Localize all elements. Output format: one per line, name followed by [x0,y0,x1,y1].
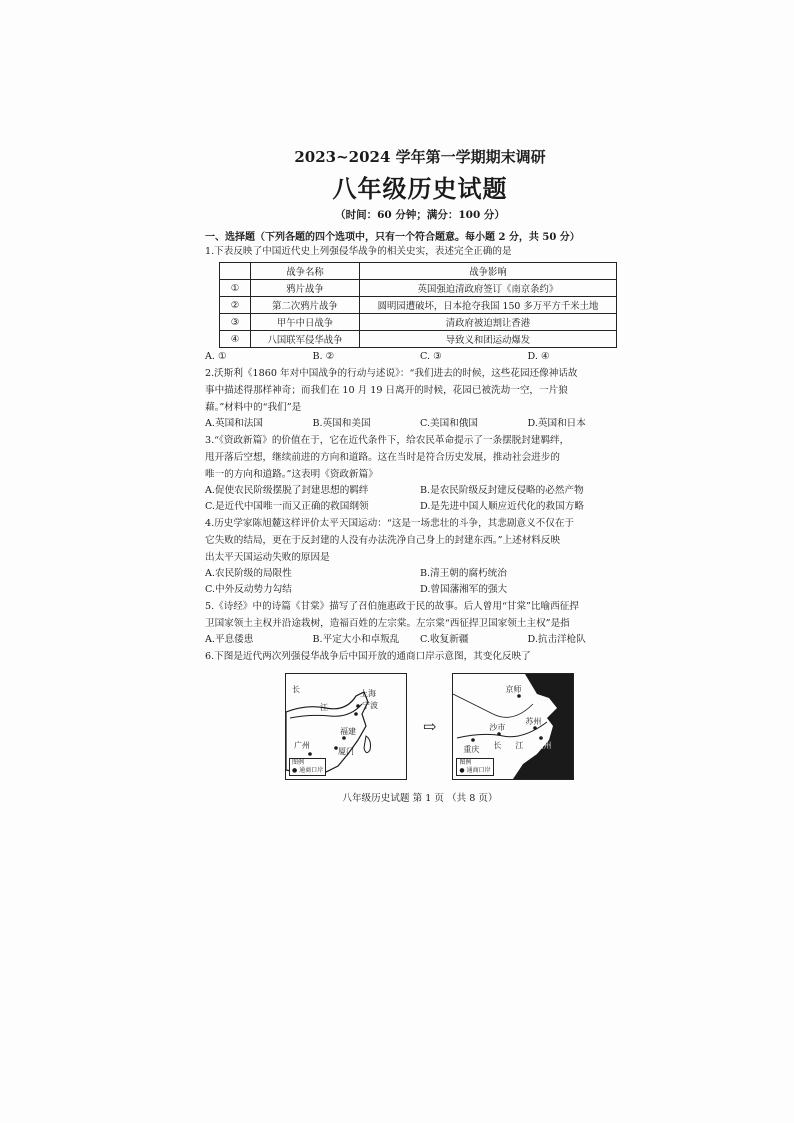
legend-title: 图例 [292,759,305,766]
table-cell: ④ [220,331,251,348]
map-label: 重庆 [463,745,480,754]
table-cell: 八国联军侵华战争 [251,331,360,348]
question-6-stem: 6.下图是近代两次列强侵华战争后中国开放的通商口岸示意图，其变化反映了 [205,651,531,662]
map-label: 福建 [340,727,356,736]
question-4-stem-line: 出太平天国运动失败的原因是 [205,552,330,563]
question-4-options [205,566,635,582]
legend-item: ● 通商口岸 [459,767,491,774]
table-row [220,331,617,348]
question-1-options [205,349,635,365]
option-a[interactable]: A. ① [205,351,227,362]
map-label: 杭州 [535,741,552,750]
map-label: 上海 [360,689,376,698]
option-d[interactable]: D. ④ [527,351,550,362]
option-b[interactable]: B.平定大小和卓叛乱 [312,634,400,645]
option-b[interactable]: B.是农民阶级反封建反侵略的必然产物 [420,485,584,496]
question-4-options [205,582,635,598]
map-legend [456,758,493,776]
exam-term: 2023~2024 学年第一学期期末调研 [294,148,546,166]
question-5-stem-line: 5.《诗经》中的诗篇《甘棠》描写了召伯施惠政于民的故事。后人曾用“甘棠”比喻西征捍 [205,601,579,612]
map-label: 江 [320,703,328,712]
question-4-stem-line: 它失败的结局，更在于反封建的人没有办法洗净自己身上的封建东西。”上述材料反映 [205,535,561,546]
table-cell: 第二次鸦片战争 [251,297,360,314]
map-label: 沙市 [489,723,506,732]
exam-title: 八年级历史试题 [332,174,508,203]
question-1-stem: 1.下表反映了中国近代史上列强侵华战争的相关史实，表述完全正确的是 [205,246,512,257]
question-2-stem-line: 2.沃斯利《1860 年对中国战争的行动与述说》：“我们进去的时候，这些花园还像神话故 [205,368,578,379]
option-a[interactable]: A.农民阶级的局限性 [205,568,292,579]
table-cell: 导致义和团运动爆发 [360,331,617,348]
option-a[interactable]: A.促使农民阶级摆脱了封建思想的羁绊 [205,485,369,496]
question-5-stem-line: 卫国家领土主权并沿途栽树，造福百姓的左宗棠。左宗棠“西征捍卫国家领土主权”是指 [205,618,570,629]
exam-info: （时间：60 分钟；满分：100 分） [335,209,505,221]
right-arrow-icon: ⇨ [423,717,437,736]
option-c[interactable]: C.中外反动势力勾结 [205,584,292,595]
table-cell: 圆明园遭破坏，日本抢夺我国 150 多万平方千米土地 [360,297,617,314]
option-d[interactable]: D.是先进中国人顺应近代化的救国方略 [420,501,584,512]
section-heading: 一、选择题（下列各题的四个选项中，只有一个符合题意。每小题 2 分，共 50 分） [205,232,580,243]
legend-item-label: 通商口岸 [466,767,491,774]
question-5-options [205,632,635,648]
table-header: 战争名称 [251,263,360,280]
option-d[interactable]: D.抗击洋枪队 [527,634,586,645]
question-3-stem-line: 3.“《资政新篇》的价值在于，它在近代条件下，给农民革命提示了一条摆脱封建羁绊， [205,435,570,446]
table-row [220,280,617,297]
treaty-port-maps [285,673,635,780]
question-2-stem-line: 藉。”材料中的“我们”是 [205,402,302,413]
table-cell: 英国强迫清政府签订《南京条约》 [360,280,617,297]
legend-item: ● 通商口岸 [292,767,324,774]
map-label: 京师 [505,685,522,694]
map-label: 长 [292,685,300,694]
option-b[interactable]: B. ② [312,351,335,362]
war-table [219,262,617,348]
legend-title: 图例 [459,759,472,766]
map-label: 广州 [294,741,310,750]
option-b[interactable]: B.英国和美国 [312,418,371,429]
question-2-stem-line: 事中描述得那样神奇；而我们在 10 月 19 日离开的时候，花园已被洗劫一空，一片狼 [205,385,568,396]
question-3-options [205,499,635,515]
question-2-options [205,416,635,432]
option-b[interactable]: B.清王朝的腐朽统治 [420,568,507,579]
table-cell: ② [220,297,251,314]
question-3-stem-line: 甩开落后空想，继续前进的方向和道路。这在当时是符合历史发展，推动社会进步的 [205,452,560,463]
table-cell: 鸦片战争 [251,280,360,297]
table-cell: 清政府被迫割让香港 [360,314,617,331]
map-label: 厦门 [338,747,354,756]
map-label: 苏州 [525,717,542,726]
page-footer: 八年级历史试题 第 1 页 （共 8 页） [342,793,498,804]
table-cell: ① [220,280,251,297]
question-3-options [205,483,635,499]
table-row [220,314,617,331]
option-d[interactable]: D.英国和日本 [527,418,586,429]
map-first-war [285,673,407,780]
table-header [220,263,251,280]
map-legend [289,758,326,776]
question-4-stem-line: 4.历史学家陈旭麓这样评价太平天国运动：“这是一场悲壮的斗争，其悲剧意义不仅在于 [205,518,575,529]
option-c[interactable]: C.是近代中国唯一而又正确的救国纲领 [205,501,369,512]
table-cell: 甲午中日战争 [251,314,360,331]
option-d[interactable]: D.曾国藩湘军的强大 [420,584,508,595]
table-header: 战争影响 [360,263,617,280]
map-label: 宁波 [362,701,378,710]
map-label: 长 [493,741,502,750]
map-label: 江 [515,741,524,750]
table-cell: ③ [220,314,251,331]
option-a[interactable]: A.平息倭患 [205,634,254,645]
exam-paper [205,140,635,804]
question-3-stem-line: 唯一的方向和道路。”这表明《资政新篇》 [205,469,378,480]
table-header-row [220,263,617,280]
table-row [220,297,617,314]
map-second-war [452,673,574,780]
option-c[interactable]: C. ③ [420,351,442,362]
option-c[interactable]: C.美国和俄国 [420,418,479,429]
option-a[interactable]: A.英国和法国 [205,418,263,429]
option-c[interactable]: C.收复新疆 [420,634,469,645]
legend-item-label: 通商口岸 [299,767,324,774]
